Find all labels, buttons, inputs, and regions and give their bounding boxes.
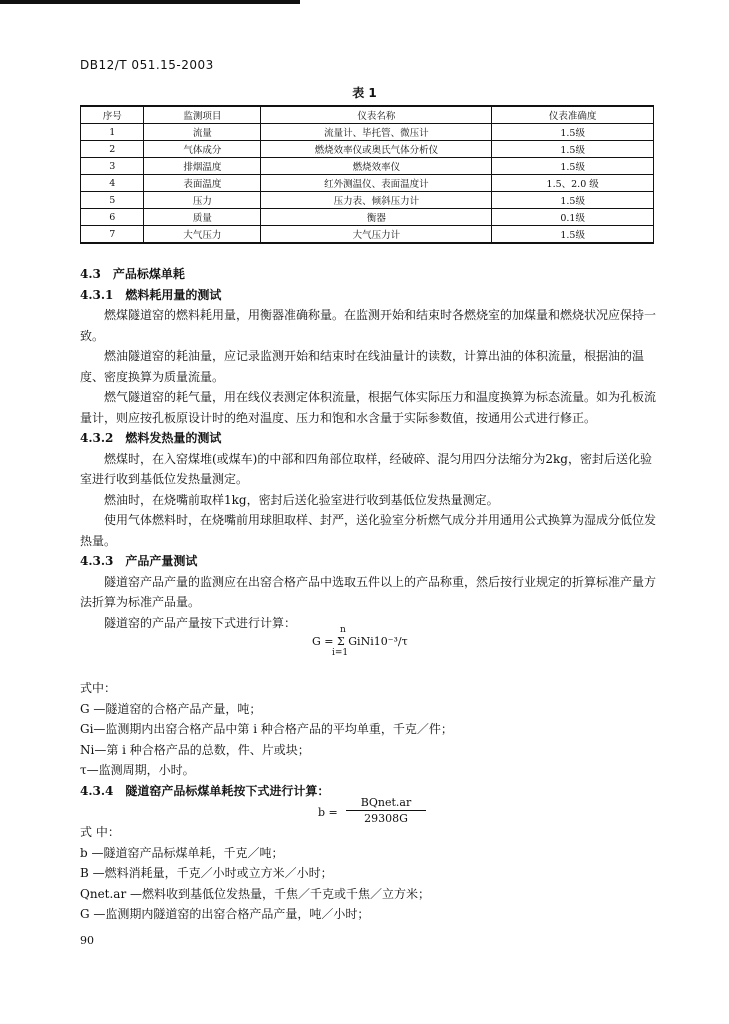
- cell-accuracy: 1.5级: [492, 226, 654, 244]
- paragraph: 燃油隧道窑的耗油量，应记录监测开始和结束时在线油量计的读数，计算出油的体积流量，根据油的温度、密度换算为质量流量。: [80, 349, 645, 384]
- section-heading: 4.3.2 燃料发热量的测试: [80, 431, 222, 445]
- section-heading: 4.3.4 隧道窑产品标煤单耗按下式进行计算：: [80, 783, 330, 798]
- where-label: 式 中：: [80, 825, 120, 839]
- page-number: 90: [80, 934, 94, 947]
- cell-accuracy: 1.5、2.0 级: [492, 175, 654, 192]
- section-heading: 4.3.3 产品产量测试: [80, 554, 198, 568]
- cell-accuracy: 1.5级: [492, 124, 654, 141]
- cell-index: 3: [81, 158, 144, 175]
- cell-instrument: 红外测温仪、表面温度计: [261, 175, 492, 192]
- definition-line: G —隧道窑的合格产品产量，吨；: [80, 701, 262, 716]
- definition-line: Ni—第 i 种合格产品的总数，件、片或块；: [80, 742, 310, 757]
- cell-index: 2: [81, 141, 144, 158]
- formula-sum-upper: n: [340, 625, 346, 635]
- table-row: [81, 175, 654, 192]
- formula-lhs: b =: [318, 806, 338, 819]
- cell-item: 表面温度: [144, 175, 261, 192]
- definition-line: τ—监测周期，小时。: [80, 763, 195, 777]
- cell-instrument: 大气压力计: [261, 226, 492, 244]
- formula-2-definitions: [80, 822, 656, 925]
- where-label: 式中：: [80, 681, 117, 695]
- cell-instrument: 压力表、倾斜压力计: [261, 192, 492, 209]
- col-header-accuracy: 仪表准确度: [492, 106, 654, 124]
- cell-instrument: 衡器: [261, 209, 492, 226]
- paragraph: 燃气隧道窑的耗气量，用在线仪表测定体积流量，根据气体实际压力和温度换算为标态流量。如为孔板流量计，则应按孔板原设计时的绝对温度、压力和饱和水含量于实际参数值，按通用公式进行修正。: [80, 390, 657, 425]
- cell-instrument: 流量计、毕托管、微压计: [261, 124, 492, 141]
- table-row: [81, 226, 654, 244]
- section-heading: 4.3 产品标煤单耗: [80, 267, 185, 281]
- paragraph: 使用气体燃料时，在烧嘴前用球胆取样、封严，送化验室分析燃气成分并用通用公式换算为湿成分低位发热量。: [80, 513, 657, 548]
- cell-item: 流量: [144, 124, 261, 141]
- instrument-table: [80, 105, 654, 244]
- cell-item: 排烟温度: [144, 158, 261, 175]
- section-4-3-block: [80, 264, 656, 633]
- cell-item: 压力: [144, 192, 261, 209]
- cell-index: 5: [81, 192, 144, 209]
- definition-line: b —隧道窑产品标煤单耗，千克／吨；: [80, 845, 284, 860]
- scan-edge-bar: [0, 0, 300, 4]
- definition-line: B —燃料消耗量，千克／小时或立方米／小时；: [80, 866, 333, 880]
- paragraph: 燃煤时，在入窑煤堆(或煤车)的中部和四角部位取样，经破碎、混匀用四分法缩分为2kg，密封后送化验室进行收到基低位发热量测定。: [80, 451, 652, 486]
- table-row: [81, 124, 654, 141]
- cell-index: 7: [81, 226, 144, 244]
- table-row: [81, 209, 654, 226]
- cell-accuracy: 0.1级: [492, 209, 654, 226]
- cell-accuracy: 1.5级: [492, 158, 654, 175]
- document-code-header: DB12/T 051.15-2003: [80, 58, 214, 72]
- col-header-item: 监测项目: [144, 106, 261, 124]
- cell-instrument: 燃烧效率仪或奥氏气体分析仪: [261, 141, 492, 158]
- definition-line: G —监测期内隧道窑的出窑合格产品产量，吨／小时；: [80, 907, 370, 921]
- cell-index: 6: [81, 209, 144, 226]
- definition-line: Gi—监测期内出窑合格产品中第 i 种合格产品的平均单重，千克／件；: [80, 722, 453, 736]
- cell-accuracy: 1.5级: [492, 141, 654, 158]
- paragraph: 燃油时，在烧嘴前取样1kg，密封后送化验室进行收到基低位发热量测定。: [104, 492, 499, 507]
- definition-line: Qnet.ar —燃料收到基低位发热量，千焦／千克或千焦／立方米；: [80, 886, 431, 901]
- col-header-index: 序号: [81, 106, 144, 124]
- formula-numerator: BQnet.ar: [346, 796, 426, 811]
- cell-accuracy: 1.5级: [492, 192, 654, 209]
- table-row: [81, 141, 654, 158]
- table-header-row: [81, 106, 654, 124]
- cell-instrument: 燃烧效率仪: [261, 158, 492, 175]
- table-row: [81, 192, 654, 209]
- table-caption: 表 1: [352, 86, 377, 100]
- formula-denominator: 29308G: [364, 812, 408, 825]
- section-heading: 4.3.1 燃料耗用量的测试: [80, 287, 222, 302]
- col-header-instrument: 仪表名称: [261, 106, 492, 124]
- cell-item: 大气压力: [144, 226, 261, 244]
- paragraph: 燃煤隧道窑的燃料耗用量，用衡器准确称量。在监测开始和结束时各燃烧室的加煤量和燃烧状况应保持一致。: [80, 308, 657, 343]
- cell-index: 4: [81, 175, 144, 192]
- formula-sum-main: G = Σ GiNi10⁻³/τ: [312, 635, 408, 648]
- paragraph: 隧道窑的产品产量按下式进行计算：: [104, 615, 297, 630]
- cell-index: 1: [81, 124, 144, 141]
- cell-item: 质量: [144, 209, 261, 226]
- cell-item: 气体成分: [144, 141, 261, 158]
- table-row: [81, 158, 654, 175]
- formula-production: [312, 625, 442, 658]
- formula-1-definitions: [80, 678, 656, 801]
- paragraph: 隧道窑产品产量的监测应在出窑合格产品中选取五件以上的产品称重，然后按行业规定的折算标准产量方法折算为标准产品量。: [80, 574, 657, 609]
- formula-sum-lower: i=1: [332, 648, 349, 658]
